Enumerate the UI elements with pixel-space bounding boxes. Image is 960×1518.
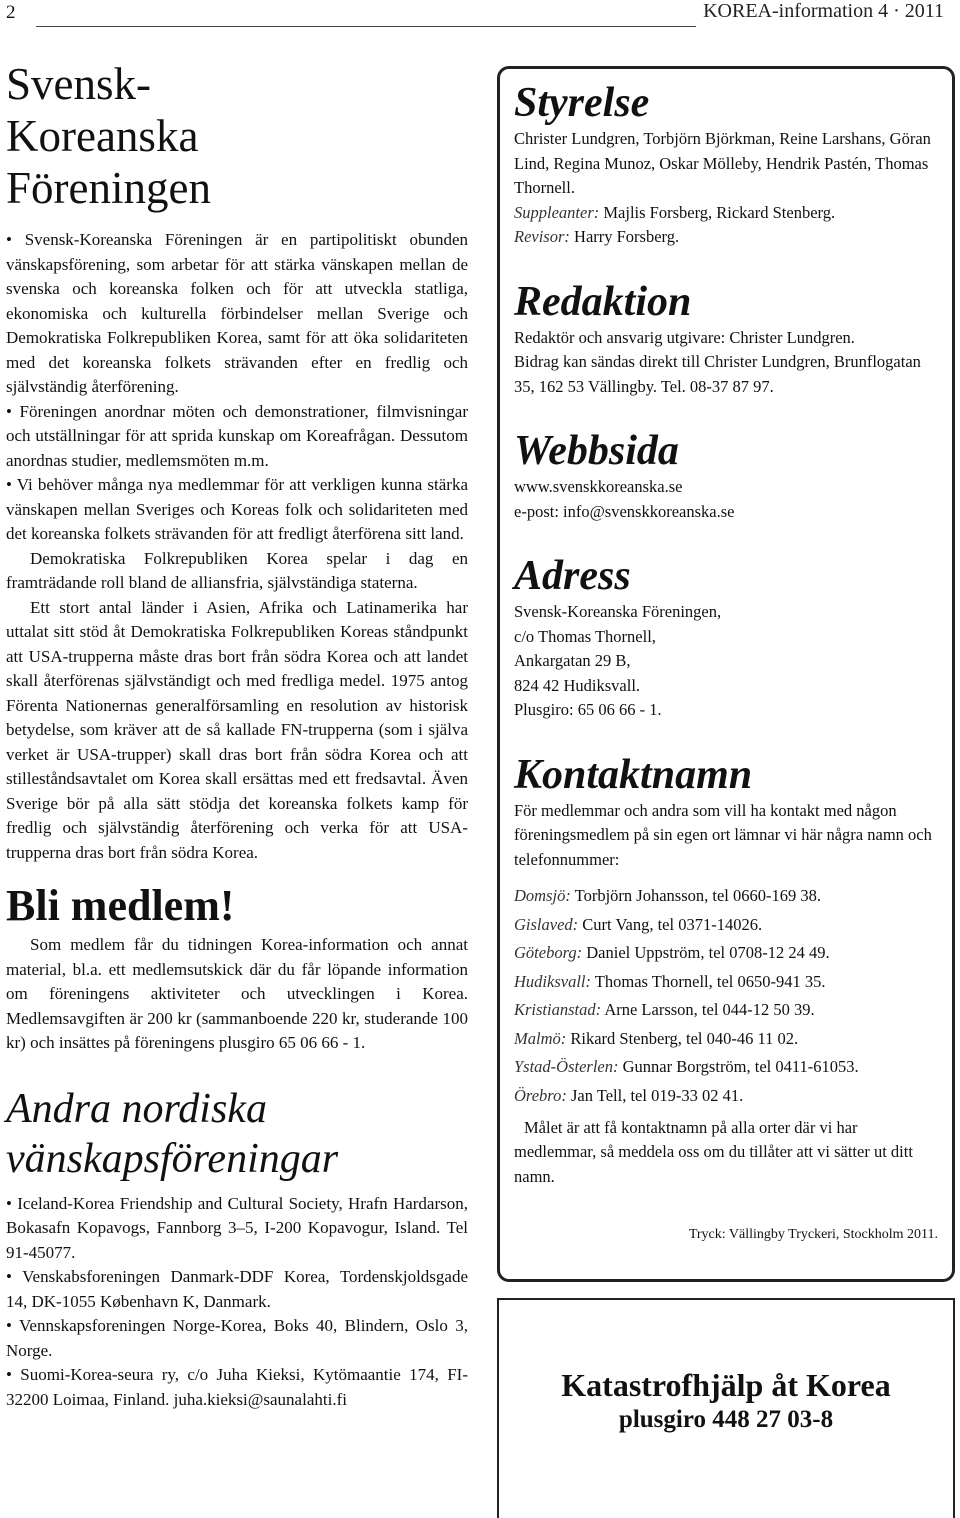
contact-place: Kristianstad: xyxy=(514,1000,602,1019)
contact-list xyxy=(514,884,938,1108)
paragraph: • Vi behöver många nya medlemmar för att verkligen kunna stärka vänskapen mellan Sveriges och Koreas folk och solidariteten med det koreanska folkets strävanden för att fredligt återförena sitt land. xyxy=(6,475,468,543)
adress-line: Ankargatan 29 B, xyxy=(514,651,631,670)
contact-item xyxy=(514,1084,938,1108)
appeal-title: Katastrofhjälp åt Korea xyxy=(561,1367,891,1403)
nordic-item: • Iceland-Korea Friendship and Cultural Society, Hrafn Hardarson, Bokasafn Kopavogs, Fannborg 3–5, I-200 Kopavogur, Island. Tel 91-45077. xyxy=(6,1193,468,1262)
revisor-label: Revisor: xyxy=(514,227,570,246)
goal-text: Målet är att få kontaktnamn på alla orter där vi har medlemmar, så meddela oss om du tillåter att vi sätter ut ditt namn. xyxy=(514,1117,913,1186)
kontakt-heading: Kontaktnamn xyxy=(514,751,753,798)
page-title xyxy=(6,58,468,214)
contact-place: Hudiksvall: xyxy=(514,971,591,991)
contact-info: Curt Vang, tel 0371-14026. xyxy=(578,914,763,934)
contact-item xyxy=(514,998,938,1022)
adress-heading: Adress xyxy=(514,553,631,599)
title-line: Svensk- xyxy=(6,59,151,109)
email-link[interactable]: e-post: info@svenskkoreanska.se xyxy=(514,501,735,521)
publication-title: KOREA-information 4 · 2011 xyxy=(703,0,944,22)
contact-info: Torbjörn Johansson, tel 0660-169 38. xyxy=(570,886,821,905)
paragraph: • Svensk-Koreanska Föreningen är en partipolitiskt obunden vänskapsförening, som arbetar för att stärka vänskapen mellan de svenska och koreanska folken och för att utveckla statliga, ekonomiska och kulturella förbindelser mellan Sverige och Demokratiska Folkrepubliken Korea, samt för att öka solidariteten med det koreanska folkets strävanden efter en fredlig och självständig återförening. xyxy=(6,230,468,396)
redaktion-line: Redaktör och ansvarig utgivare: Christer Lundgren. xyxy=(514,327,855,347)
styrelse-text: Christer Lundgren, Torbjörn Björkman, Reine Larshans, Göran Lind, Regina Munoz, Oskar Mölleby, Hendrik Pastén, Thomas Thornell. xyxy=(514,129,931,197)
title-line: Föreningen xyxy=(6,163,211,213)
contact-place: Ystad-Österlen: xyxy=(514,1057,619,1076)
nordic-item: • Venskabsforeningen Danmark-DDF Korea, Tordenskjoldsgade 14, DK-1055 København K, Danmark. xyxy=(6,1267,468,1311)
info-box xyxy=(497,66,955,1282)
adress-line: Svensk-Koreanska Föreningen, xyxy=(514,602,722,621)
styrelse-heading: Styrelse xyxy=(514,80,650,126)
appeal-giro: plusgiro 448 27 03-8 xyxy=(618,1406,834,1433)
contact-info: Gunnar Borgström, tel 0411-61053. xyxy=(618,1057,859,1076)
revisor-line xyxy=(514,225,938,250)
contact-place: Gislaved: xyxy=(514,914,579,934)
appeal-box xyxy=(497,1298,955,1518)
redaktion-line: Bidrag kan sändas direkt till Christer Lundgren, Brunflogatan 35, 162 53 Vällingby. Tel. 08-37 87 97. xyxy=(514,352,921,396)
contact-item xyxy=(514,941,938,965)
nordic-heading: Andra nordiska vänskapsföreningar xyxy=(6,1085,339,1182)
contact-place: Domsjö: xyxy=(514,886,571,905)
adress-line: c/o Thomas Thornell, xyxy=(514,626,656,646)
contact-item xyxy=(514,1027,938,1051)
paragraph: Demokratiska Folkrepubliken Korea spelar i dag en framträdande roll bland de alliansfria, självständiga staterna. xyxy=(6,548,468,592)
contact-info: Rikard Stenberg, tel 040-46 11 02. xyxy=(566,1028,799,1048)
page-number: 2 xyxy=(6,2,16,23)
contact-info: Daniel Uppström, tel 0708-12 24 49. xyxy=(582,943,830,962)
printer-credit: Tryck: Vällingby Tryckeri, Stockholm 2011. xyxy=(688,1227,938,1242)
contact-info: Jan Tell, tel 019-33 02 41. xyxy=(566,1085,744,1105)
kontakt-intro: För medlemmar och andra som vill ha kontakt med någon föreningsmedlem på sin egen ort lämnar vi här några namn och telefonnummer: xyxy=(514,800,932,869)
member-text: Som medlem får du tidningen Korea-information och annat material, bl.a. ett medlemsutskick där du får löpande information om föreningens aktiviteter och utvecklingen i Korea. Medlemsavgiften är 200 kr (sammanboende 220 kr, studerande 100 kr) och insättes på föreningens plusgiro 65 06 66 - 1. xyxy=(6,935,468,1052)
contact-item xyxy=(514,1055,938,1079)
nordic-item: • Vennskapsforeningen Norge-Korea, Boks 40, Blindern, Oslo 3, Norge. xyxy=(6,1316,468,1360)
contact-item xyxy=(514,913,938,937)
paragraph: Ett stort antal länder i Asien, Afrika och Latinamerika har uttalat sitt stöd åt Demokratiska Folkrepubliken Koreas ståndpunkt att USA-trupperna måste dras bort från södra Korea och att landet skall återförenas självständigt och med fredliga medel. 1975 antog Förenta Nationernas generalförsamling en resolution av historisk betydelse, som kräver att de så kallade FN-trupperna (som i själva verket är USA-trupper) skall dras bort från södra Korea och att stilleståndsavtalet om Korea skall ersättas med ett fredsavtal. Även Sverige bör på alla sätt stödja det koreanska folkets kamp för fredlig och självständig återförening och verka för att USA-trupperna dras bort från södra Korea. xyxy=(6,597,468,862)
contact-info: Arne Larsson, tel 044-12 50 39. xyxy=(601,1000,815,1019)
member-heading: Bli medlem! xyxy=(6,881,235,930)
header-rule xyxy=(36,26,696,27)
contact-info: Thomas Thornell, tel 0650-941 35. xyxy=(590,971,826,991)
suppleanter-line xyxy=(514,201,938,226)
adress-line: Plusgiro: 65 06 66 - 1. xyxy=(514,700,662,719)
contact-item xyxy=(514,884,938,908)
contact-place: Göteborg: xyxy=(514,943,583,962)
adress-line: 824 42 Hudiksvall. xyxy=(514,675,641,695)
contact-item xyxy=(514,970,938,994)
left-column xyxy=(6,58,468,1412)
suppleanter-names: Majlis Forsberg, Rickard Stenberg. xyxy=(599,202,836,222)
suppleanter-label: Suppleanter: xyxy=(514,202,600,222)
contact-place: Örebro: xyxy=(514,1085,567,1105)
nordic-item: • Suomi-Korea-seura ry, c/o Juha Kieksi, Kytömaantie 174, FI-32200 Loimaa, Finland. juha.kieksi@saunalahti.fi xyxy=(6,1365,468,1409)
title-line: Koreanska xyxy=(6,111,199,161)
paragraph: • Föreningen anordnar möten och demonstrationer, filmvisningar och utställningar för att sprida kunskap om Koreafrågan. Dessutom anordnas studier, medlemsmöten m.m. xyxy=(6,401,468,470)
revisor-name: Harry Forsberg. xyxy=(569,227,680,246)
webb-heading: Webbsida xyxy=(514,428,679,474)
redaktion-heading: Redaktion xyxy=(514,278,692,325)
website-link[interactable]: www.svenskkoreanska.se xyxy=(514,477,683,496)
contact-place: Malmö: xyxy=(514,1028,567,1048)
